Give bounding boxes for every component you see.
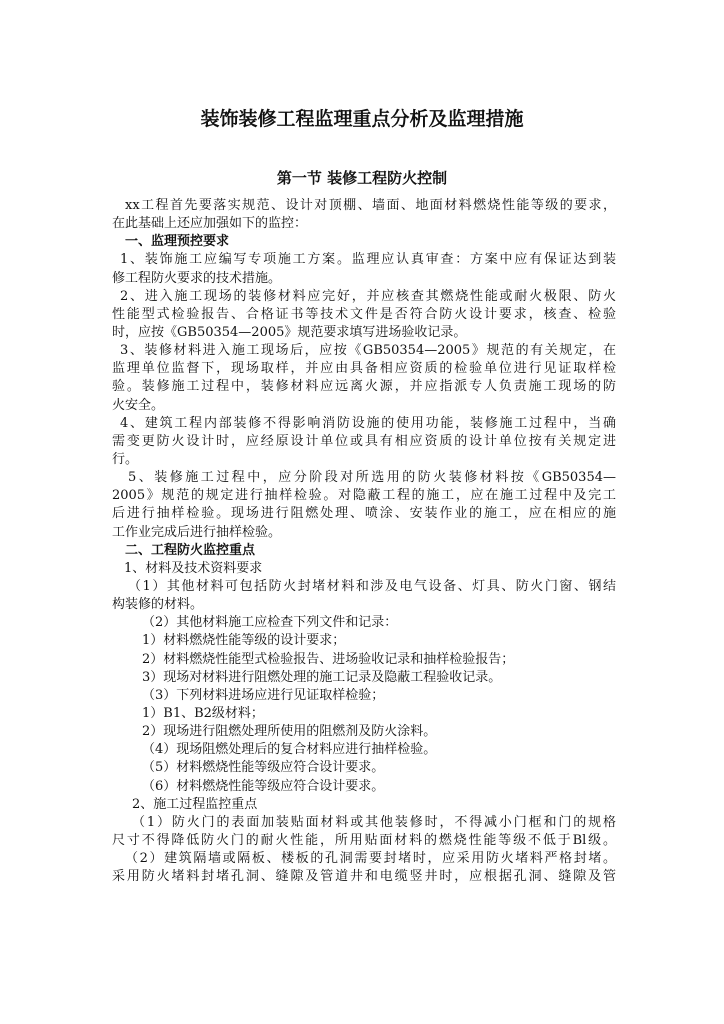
paragraph-line: 2、进入施工现场的装修材料应完好，并应核查其燃烧性能或耐火极限、防火 (120, 288, 616, 304)
list-item: （6）材料燃烧性能等级应符合设计要求。 (142, 778, 385, 794)
list-item: （5）材料燃烧性能等级应符合设计要求。 (142, 760, 385, 776)
list-item: 2）现场进行阻燃处理所使用的阻燃剂及防火涂料。 (142, 724, 437, 740)
paragraph-line: （1）防火门的表面加装贴面材料或其他装修时，不得减小门框和门的规格 (132, 814, 616, 830)
document-title: 装饰装修工程监理重点分析及监理措施 (200, 108, 524, 130)
list-item: 1）B1、B2级材料； (142, 705, 264, 721)
list-item: 1）材料燃烧性能等级的设计要求； (142, 633, 346, 649)
paragraph-line: 5、装修施工过程中，应分阶段对所选用的防火装修材料按《GB50354— (128, 470, 616, 486)
list-item: 3）现场对材料进行阻燃处理的施工记录及隐蔽工程验收记录。 (142, 669, 502, 685)
paragraph-line: 监理单位监督下，现场取样，并应由具备相应资质的检验单位进行见证取样检 (112, 361, 616, 377)
paragraph-line: 后进行抽样检验。现场进行阻燃处理、喷涂、安装作业的施工，应在相应的施 (112, 506, 616, 522)
paragraph-line: 1、装饰施工应编写专项施工方案。监理应认真审查：方案中应有保证达到装 (120, 252, 616, 268)
paragraph-line: 采用防火堵料封堵孔洞、缝隙及管道井和电缆竖井时，应根据孔洞、缝隙及管 (112, 869, 616, 885)
section-title: 第一节 装修工程防火控制 (276, 169, 448, 187)
paragraph-line: 工作业完成后进行抽样检验。 (112, 524, 282, 540)
paragraph-line: 行。 (112, 451, 139, 467)
paragraph-line: 验。装修施工过程中，装修材料应远离火源，并应指派专人负责施工现场的防 (112, 379, 616, 395)
heading-monitoring-precontrol: 一、监理预控要求 (125, 234, 230, 250)
paragraph-line: （1）其他材料可包括防火封堵材料和涉及电气设备、灯具、防火门窗、钢结 (128, 578, 616, 594)
paragraph-line: 2005》规范的规定进行抽样检验。对隐蔽工程的施工，应在施工过程中及完工 (112, 488, 616, 504)
paragraph-line: 构装修的材料。 (112, 597, 204, 613)
paragraph-line: 性能型式检验报告、合格证书等技术文件是否符合防火设计要求，核查、检验 (112, 306, 616, 322)
paragraph-line: 火安全。 (112, 397, 165, 413)
heading-fire-monitoring-focus: 二、工程防火监控重点 (125, 542, 256, 558)
paragraph-line: xx工程首先要落实规范、设计对顶棚、墙面、地面材料燃烧性能等级的要求， (125, 198, 616, 213)
list-item: （2）其他材料施工应检查下列文件和记录： (142, 615, 398, 631)
paragraph-line: 4、建筑工程内部装修不得影响消防设施的使用功能，装修施工过程中，当确 (120, 415, 616, 431)
paragraph-line: 在此基础上还应加强如下的监控： (112, 216, 308, 232)
paragraph-line: 需变更防火设计时，应经原设计单位或具有相应资质的设计单位按有关规定进 (112, 433, 616, 449)
paragraph-line: 时，应按《GB50354—2005》规范要求填写进场验收记录。 (112, 324, 467, 340)
paragraph-line: 尺寸不得降低防火门的耐火性能，所用贴面材料的燃烧性能等级不低于Bl级。 (112, 832, 616, 848)
subheading-construction-process: 2、施工过程监控重点 (132, 796, 258, 812)
paragraph-line: 3、装修材料进入施工现场后，应按《GB50354—2005》规范的有关规定，在 (120, 343, 616, 359)
list-item: （3）下列材料进场应进行见证取样检验； (142, 687, 385, 703)
paragraph-line: 修工程防火要求的技术措施。 (112, 270, 282, 286)
paragraph-line: （2）建筑隔墙或隔板、楼板的孔洞需要封堵时，应采用防火堵料严格封堵。 (125, 851, 616, 867)
list-item: 2）材料燃烧性能型式检验报告、进场验收记录和抽样检验报告； (142, 651, 515, 667)
document-body (112, 197, 616, 886)
subheading-materials: 1、材料及技术资料要求 (124, 560, 263, 576)
list-item: （4）现场阻燃处理后的复合材料应进行抽样检验。 (142, 742, 437, 758)
